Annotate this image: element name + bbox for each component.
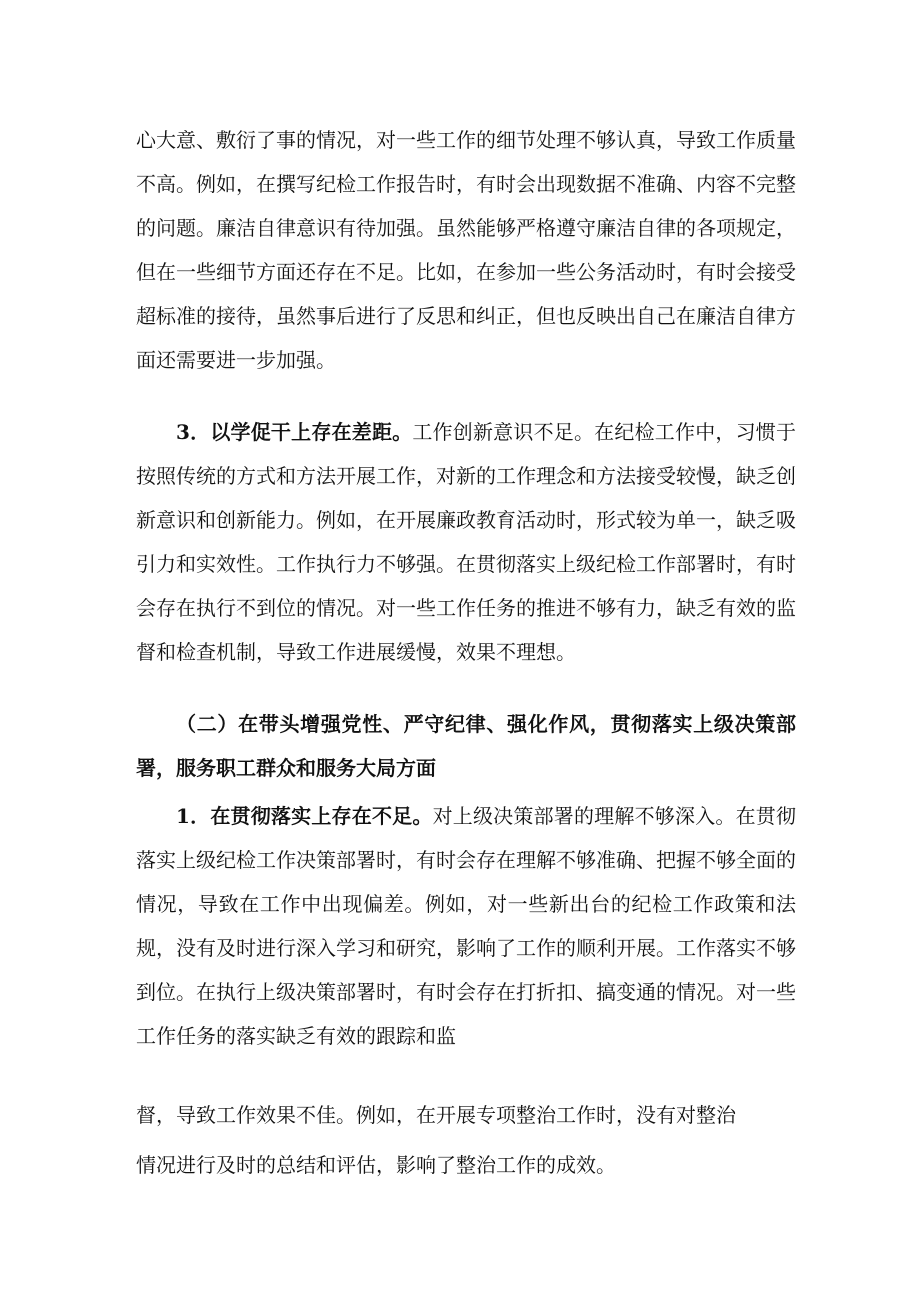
paragraph-learning-gap	[136, 410, 796, 674]
paragraph-implementation-body: 对上级决策部署的理解不够深入。在贯彻落实上级纪检工作决策部署时，有时会存在理解不够准确、把握不够全面的情况，导致在工作中出现偏差。例如，对一些新出台的纪检工作政策和法规，没有及时进行深入学习和研究，影响了工作的顺利开展。工作落实不够到位。在执行上级决策部署时，有时会存在打折扣、搞变通的情况。对一些工作任务的落实缺乏有效的跟踪和监	[136, 804, 797, 1048]
paragraph-implementation-heading: 1．在贯彻落实上存在不足。	[176, 804, 433, 828]
paragraph-learning-gap-body: 工作创新意识不足。在纪检工作中，习惯于按照传统的方式和方法开展工作，对新的工作理念和方法接受较慢，缺乏创新意识和创新能力。例如，在开展廉政教育活动时，形式较为单一，缺乏吸引力和实效性。工作执行力不够强。在贯彻落实上级纪检工作部署时，有时会存在执行不到位的情况。对一些工作任务的推进不够有力，缺乏有效的监督和检查机制，导致工作进展缓慢，效果不理想。	[136, 420, 797, 664]
paragraph-implementation	[136, 794, 796, 1058]
section-heading-two: （二）在带头增强党性、严守纪律、强化作风，贯彻落实上级决策部署，服务职工群众和服务大局方面	[136, 712, 796, 780]
text-line-evaluation: 情况进行及时的总结和评估，影响了整治工作的成效。	[136, 1153, 616, 1177]
paragraph-discipline: 心大意、敷衍了事的情况，对一些工作的细节处理不够认真，导致工作质量不高。例如，在撰写纪检工作报告时，有时会出现数据不准确、内容不完整的问题。廉洁自律意识有待加强。虽然能够严格遵守廉洁自律的各项规定，但在一些细节方面还存在不足。比如，在参加一些公务活动时，有时会接受超标准的接待，虽然事后进行了反思和纠正，但也反映出自己在廉洁自律方面还需要进一步加强。	[136, 128, 796, 372]
paragraph-learning-gap-heading: 3．以学促干上存在差距。	[176, 420, 413, 444]
text-line-supervision: 督，导致工作效果不佳。例如，在开展专项整治工作时，没有对整治	[136, 1103, 736, 1127]
